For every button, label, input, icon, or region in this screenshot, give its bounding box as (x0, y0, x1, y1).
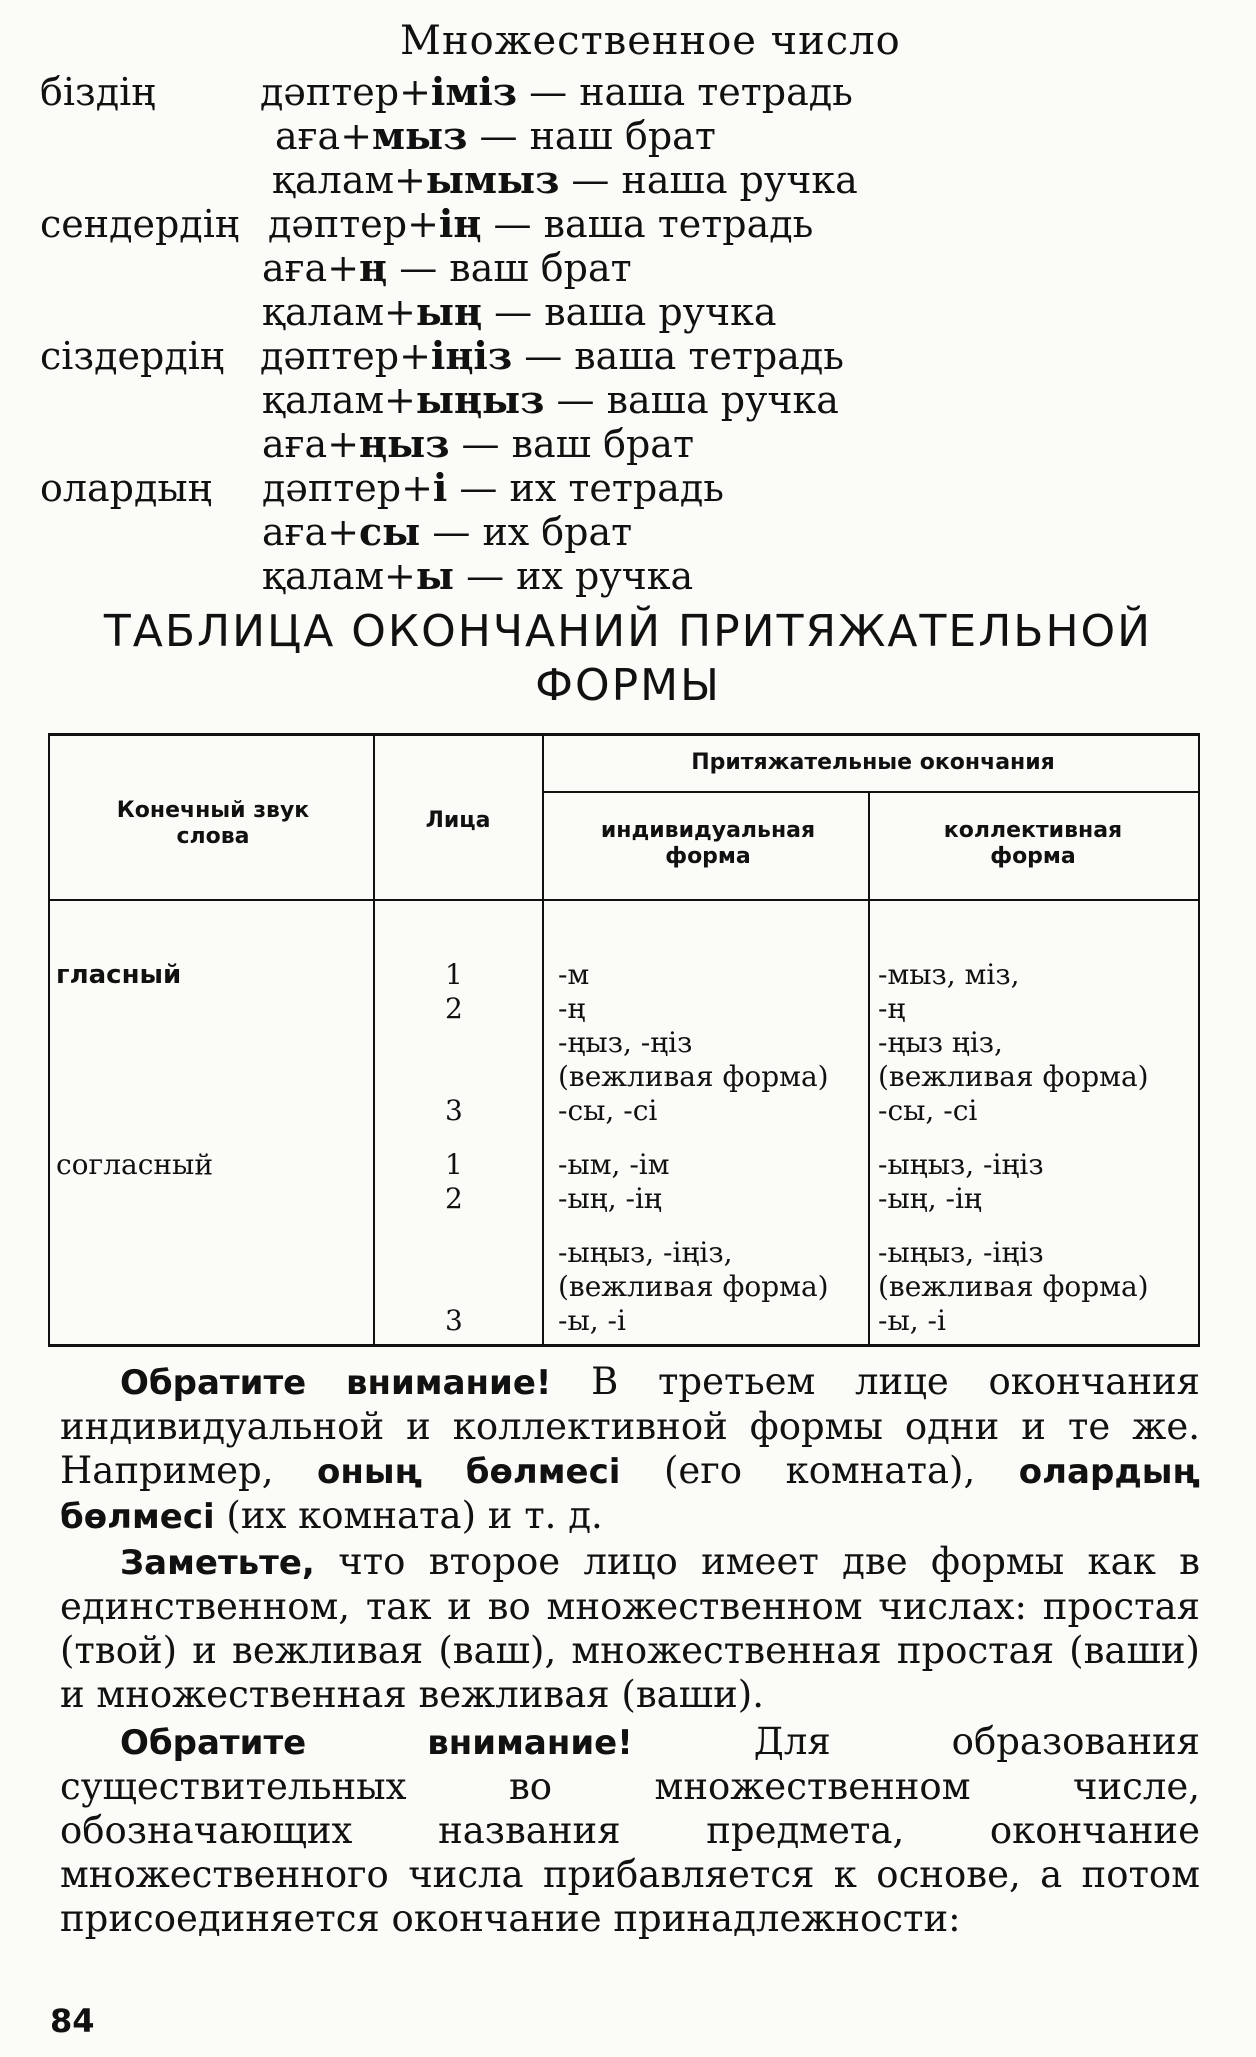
cell-person: 2 (445, 1182, 463, 1215)
dash: — (467, 114, 530, 158)
cell-individual-ending: -ың, -ің (558, 1182, 662, 1215)
dash: — (512, 334, 575, 378)
p3-text-1: Для образования существительных во множественном числе, обозначающих названия предмета, окончание множественного числа прибавляется к основе, а потом присоединяется окончание принадлежности: (60, 1720, 1200, 1940)
plural-heading: Множественное число (400, 18, 901, 64)
pronoun: сіздердің (40, 334, 225, 378)
dash: — (517, 70, 580, 114)
example-ending: ы (415, 553, 454, 598)
cell-final-sound: гласный (56, 960, 182, 990)
plural-example-line (40, 422, 940, 466)
p1-bold-example-1: оның бөлмесі (317, 1452, 621, 1492)
cell-collective-ending: -сы, -сі (878, 1094, 978, 1127)
example-word: аға (275, 114, 341, 158)
example-phrase (262, 466, 724, 510)
paragraph-attention-2 (60, 1720, 1200, 1941)
plural-example-line (40, 466, 940, 510)
cell-collective-ending: -ың, -ің (878, 1182, 982, 1215)
table-border-right (1198, 736, 1200, 1344)
table-title-line1: ТАБЛИЦА ОКОНЧАНИЙ ПРИТЯЖАТЕЛЬНОЙ (103, 606, 1153, 657)
plus-sign: + (327, 510, 360, 554)
plus-sign: + (384, 378, 416, 422)
cell-individual-ending: -ым, -ім (558, 1148, 670, 1181)
plus-sign: + (407, 202, 439, 246)
example-ending: сы (359, 509, 421, 554)
dash: — (453, 554, 517, 598)
example-word: дәптер (268, 202, 408, 246)
example-word: қалам (272, 158, 395, 202)
plus-sign: + (399, 334, 431, 378)
example-translation: ваша ручка (544, 290, 777, 334)
p1-bold-attention: Обратите внимание! (120, 1363, 552, 1403)
paragraph-note (60, 1540, 1200, 1717)
example-ending: ің (438, 201, 482, 246)
plural-example-line (40, 290, 940, 334)
example-translation: их ручка (516, 554, 694, 598)
cell-individual-ending: -ң (558, 992, 586, 1025)
example-translation: ваш брат (511, 422, 694, 466)
example-word: дәптер (260, 70, 400, 114)
plural-example-line (40, 158, 940, 202)
example-phrase (272, 158, 858, 202)
cell-person: 3 (445, 1094, 463, 1127)
paragraph-attention-1 (60, 1360, 1200, 1539)
example-translation: их тетрадь (509, 466, 724, 510)
example-word: қалам (262, 290, 385, 334)
example-translation: наш брат (529, 114, 716, 158)
example-ending: ң (359, 245, 388, 290)
dash: — (387, 246, 450, 290)
example-word: дәптер (262, 466, 402, 510)
cell-collective-ending: -ы, -і (878, 1304, 946, 1337)
example-ending: ңыз (359, 421, 450, 466)
example-ending: іміз (430, 69, 518, 114)
plural-example-line (40, 202, 940, 246)
example-phrase (260, 334, 844, 378)
dash: — (420, 510, 483, 554)
plus-sign: + (340, 114, 373, 158)
plural-example-line (40, 510, 940, 554)
plural-example-line (40, 70, 940, 114)
table-divider-1 (373, 736, 375, 1344)
page-number: 84 (50, 2002, 95, 2040)
table-divider-2 (542, 736, 544, 1344)
cell-individual-ending: -ңыз, -ңіз (558, 1026, 693, 1059)
plural-example-line (40, 554, 940, 598)
pronoun: біздің (40, 70, 156, 114)
dash: — (449, 422, 512, 466)
header-individual-form: индивидуальная форма (600, 818, 816, 869)
dash: — (559, 158, 622, 202)
example-word: қалам (262, 554, 385, 598)
example-phrase (262, 510, 632, 554)
example-translation: наша ручка (621, 158, 858, 202)
cell-individual-ending: (вежливая форма) (558, 1060, 829, 1093)
example-translation: их брат (482, 510, 633, 554)
plural-example-line (40, 114, 940, 158)
plural-example-line (40, 378, 940, 422)
p1-text-1: В третьем лице окончания индивидуальной и коллективной формы одни и те же. Например, (60, 1360, 1200, 1492)
cell-collective-ending: -ыңыз, -іңіз (878, 1148, 1044, 1181)
p2-text-1: что второе лицо имеет две формы как в единственном, так и во множественном числах: простая (твой) и вежливая (ваш), множественная простая (ваши) и множественная вежливая (ваши). (60, 1540, 1200, 1716)
plus-sign: + (384, 554, 416, 598)
cell-person: 2 (445, 992, 463, 1025)
cell-individual-ending: -сы, -сі (558, 1094, 658, 1127)
plus-sign: + (401, 466, 433, 510)
example-word: қалам (262, 378, 385, 422)
example-ending: і (432, 465, 448, 510)
p1-text-3: (их комната) и т. д. (214, 1494, 603, 1537)
example-phrase (262, 246, 632, 290)
example-translation: наша тетрадь (579, 70, 853, 114)
plural-example-line (40, 334, 940, 378)
pronoun: олардың (40, 466, 213, 510)
example-word: аға (262, 246, 328, 290)
cell-collective-ending: (вежливая форма) (878, 1060, 1149, 1093)
example-phrase (262, 378, 839, 422)
example-word: дәптер (260, 334, 400, 378)
header-final-sound: Конечный звук слова (116, 798, 310, 849)
cell-individual-ending: -ы, -і (558, 1304, 626, 1337)
example-word: аға (262, 422, 328, 466)
cell-collective-ending: -ыңыз, -іңіз (878, 1236, 1044, 1269)
plus-sign: + (394, 158, 426, 202)
p3-bold-attention: Обратите внимание! (120, 1723, 633, 1763)
p1-bold-example-2: олардың бөлмесі (60, 1452, 1200, 1537)
header-persons: Лица (425, 808, 491, 833)
p2-bold-note: Заметьте, (120, 1543, 315, 1583)
pronoun: сендердің (40, 202, 240, 246)
header-possessive-endings: Притяжательные окончания (691, 750, 1055, 775)
example-translation: ваша ручка (606, 378, 839, 422)
plural-example-line (40, 246, 940, 290)
cell-collective-ending: (вежливая форма) (878, 1270, 1149, 1303)
example-phrase (268, 202, 813, 246)
example-phrase (275, 114, 716, 158)
cell-collective-ending: -мыз, міз, (878, 958, 1020, 991)
table-border-left (48, 736, 50, 1344)
example-phrase (262, 554, 693, 598)
example-ending: мыз (372, 113, 468, 158)
example-ending: ың (415, 289, 483, 334)
cell-individual-ending: -ыңыз, -іңіз, (558, 1236, 733, 1269)
plural-examples-list (40, 70, 940, 598)
dash: — (544, 378, 607, 422)
cell-person: 1 (445, 958, 463, 991)
example-phrase (262, 290, 777, 334)
cell-collective-ending: -ңыз ңіз, (878, 1026, 1003, 1059)
example-ending: іңіз (430, 333, 513, 378)
example-phrase (262, 422, 694, 466)
table-divider-3 (868, 791, 870, 1344)
table-title-line2: ФОРМЫ (535, 660, 721, 711)
cell-person: 1 (445, 1148, 463, 1181)
plus-sign: + (327, 246, 360, 290)
plus-sign: + (327, 422, 360, 466)
example-translation: ваша тетрадь (574, 334, 844, 378)
dash: — (447, 466, 510, 510)
example-translation: ваш брат (449, 246, 632, 290)
possessive-endings-table (48, 733, 1200, 1347)
cell-person: 3 (445, 1304, 463, 1337)
cell-final-sound: согласный (56, 1148, 213, 1181)
plus-sign: + (399, 70, 431, 114)
cell-individual-ending: -м (558, 958, 590, 991)
table-subheader-line (542, 791, 1200, 793)
table-header-line (48, 899, 1200, 901)
p1-text-2: (его комната), (620, 1449, 1019, 1492)
example-phrase (260, 70, 853, 114)
example-word: аға (262, 510, 328, 554)
header-collective-form: коллективная форма (943, 818, 1123, 869)
example-ending: ыңыз (415, 377, 545, 422)
dash: — (481, 202, 544, 246)
example-translation: ваша тетрадь (543, 202, 814, 246)
example-ending: ымыз (425, 157, 560, 202)
dash: — (482, 290, 545, 334)
cell-individual-ending: (вежливая форма) (558, 1270, 829, 1303)
cell-collective-ending: -ң (878, 992, 906, 1025)
plus-sign: + (384, 290, 416, 334)
